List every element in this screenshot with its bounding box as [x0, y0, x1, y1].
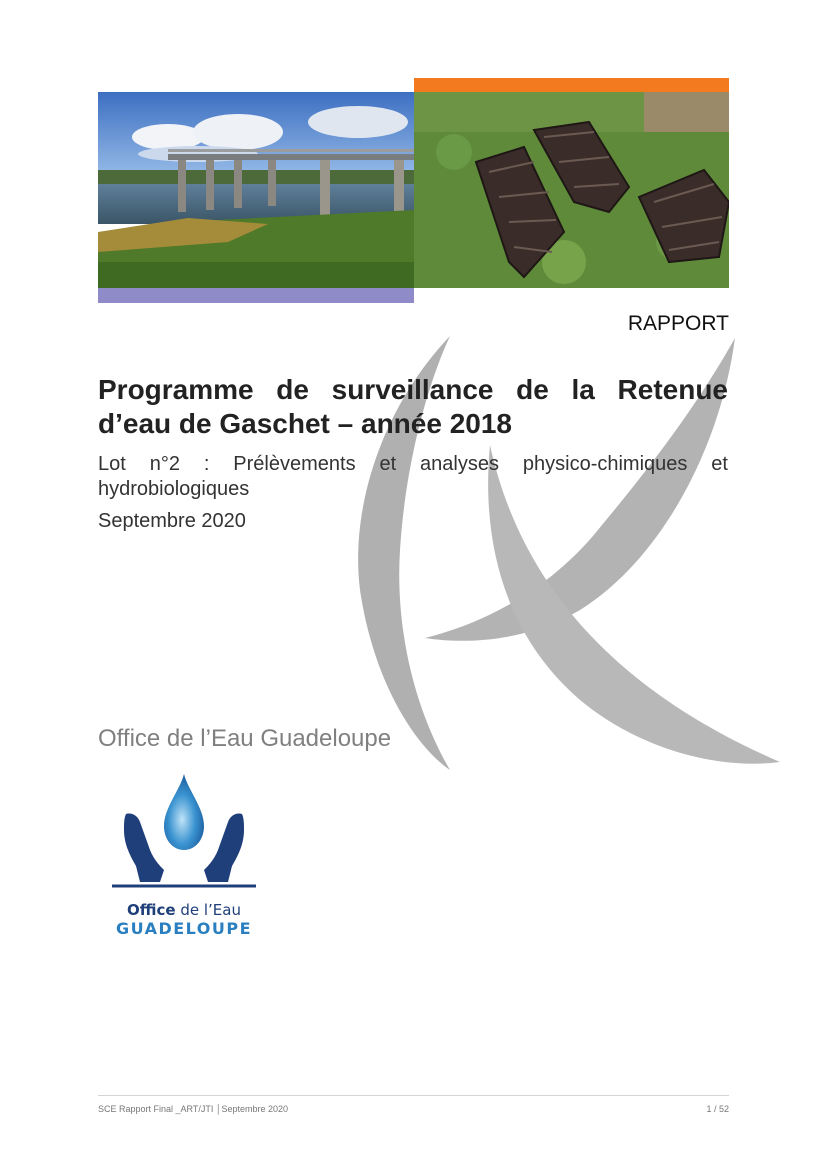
logo-wordmark-line1 — [108, 901, 260, 919]
report-title: Programme de surveillance de la Retenue d’eau de Gaschet – année 2018 — [98, 374, 728, 439]
office-de-leau-logo — [108, 770, 260, 940]
footer-divider — [98, 1095, 729, 1096]
document-type-label: RAPPORT — [627, 312, 729, 335]
reservoir-dam-photo — [98, 92, 414, 288]
report-subtitle: Lot n°2 : Prélèvements et analyses physico-chimiques et hydrobiologiques — [98, 453, 728, 500]
purple-accent-bar — [98, 288, 414, 303]
client-name: Office de l’Eau Guadeloupe — [98, 725, 392, 752]
orange-accent-bar — [414, 78, 729, 92]
footer-reference: SCE Rapport Final _ART/JTI │Septembre 2020 — [98, 1104, 289, 1114]
logo-office-word: Office — [127, 901, 176, 919]
logo-de-leau-words: de l’Eau — [175, 901, 241, 919]
sampling-baskets-photo — [414, 92, 729, 288]
hands-water-drop-icon — [108, 770, 260, 890]
report-date: Septembre 2020 — [98, 510, 246, 532]
logo-wordmark-line2: GUADELOUPE — [115, 919, 253, 938]
page-number: 1 / 52 — [706, 1104, 729, 1114]
